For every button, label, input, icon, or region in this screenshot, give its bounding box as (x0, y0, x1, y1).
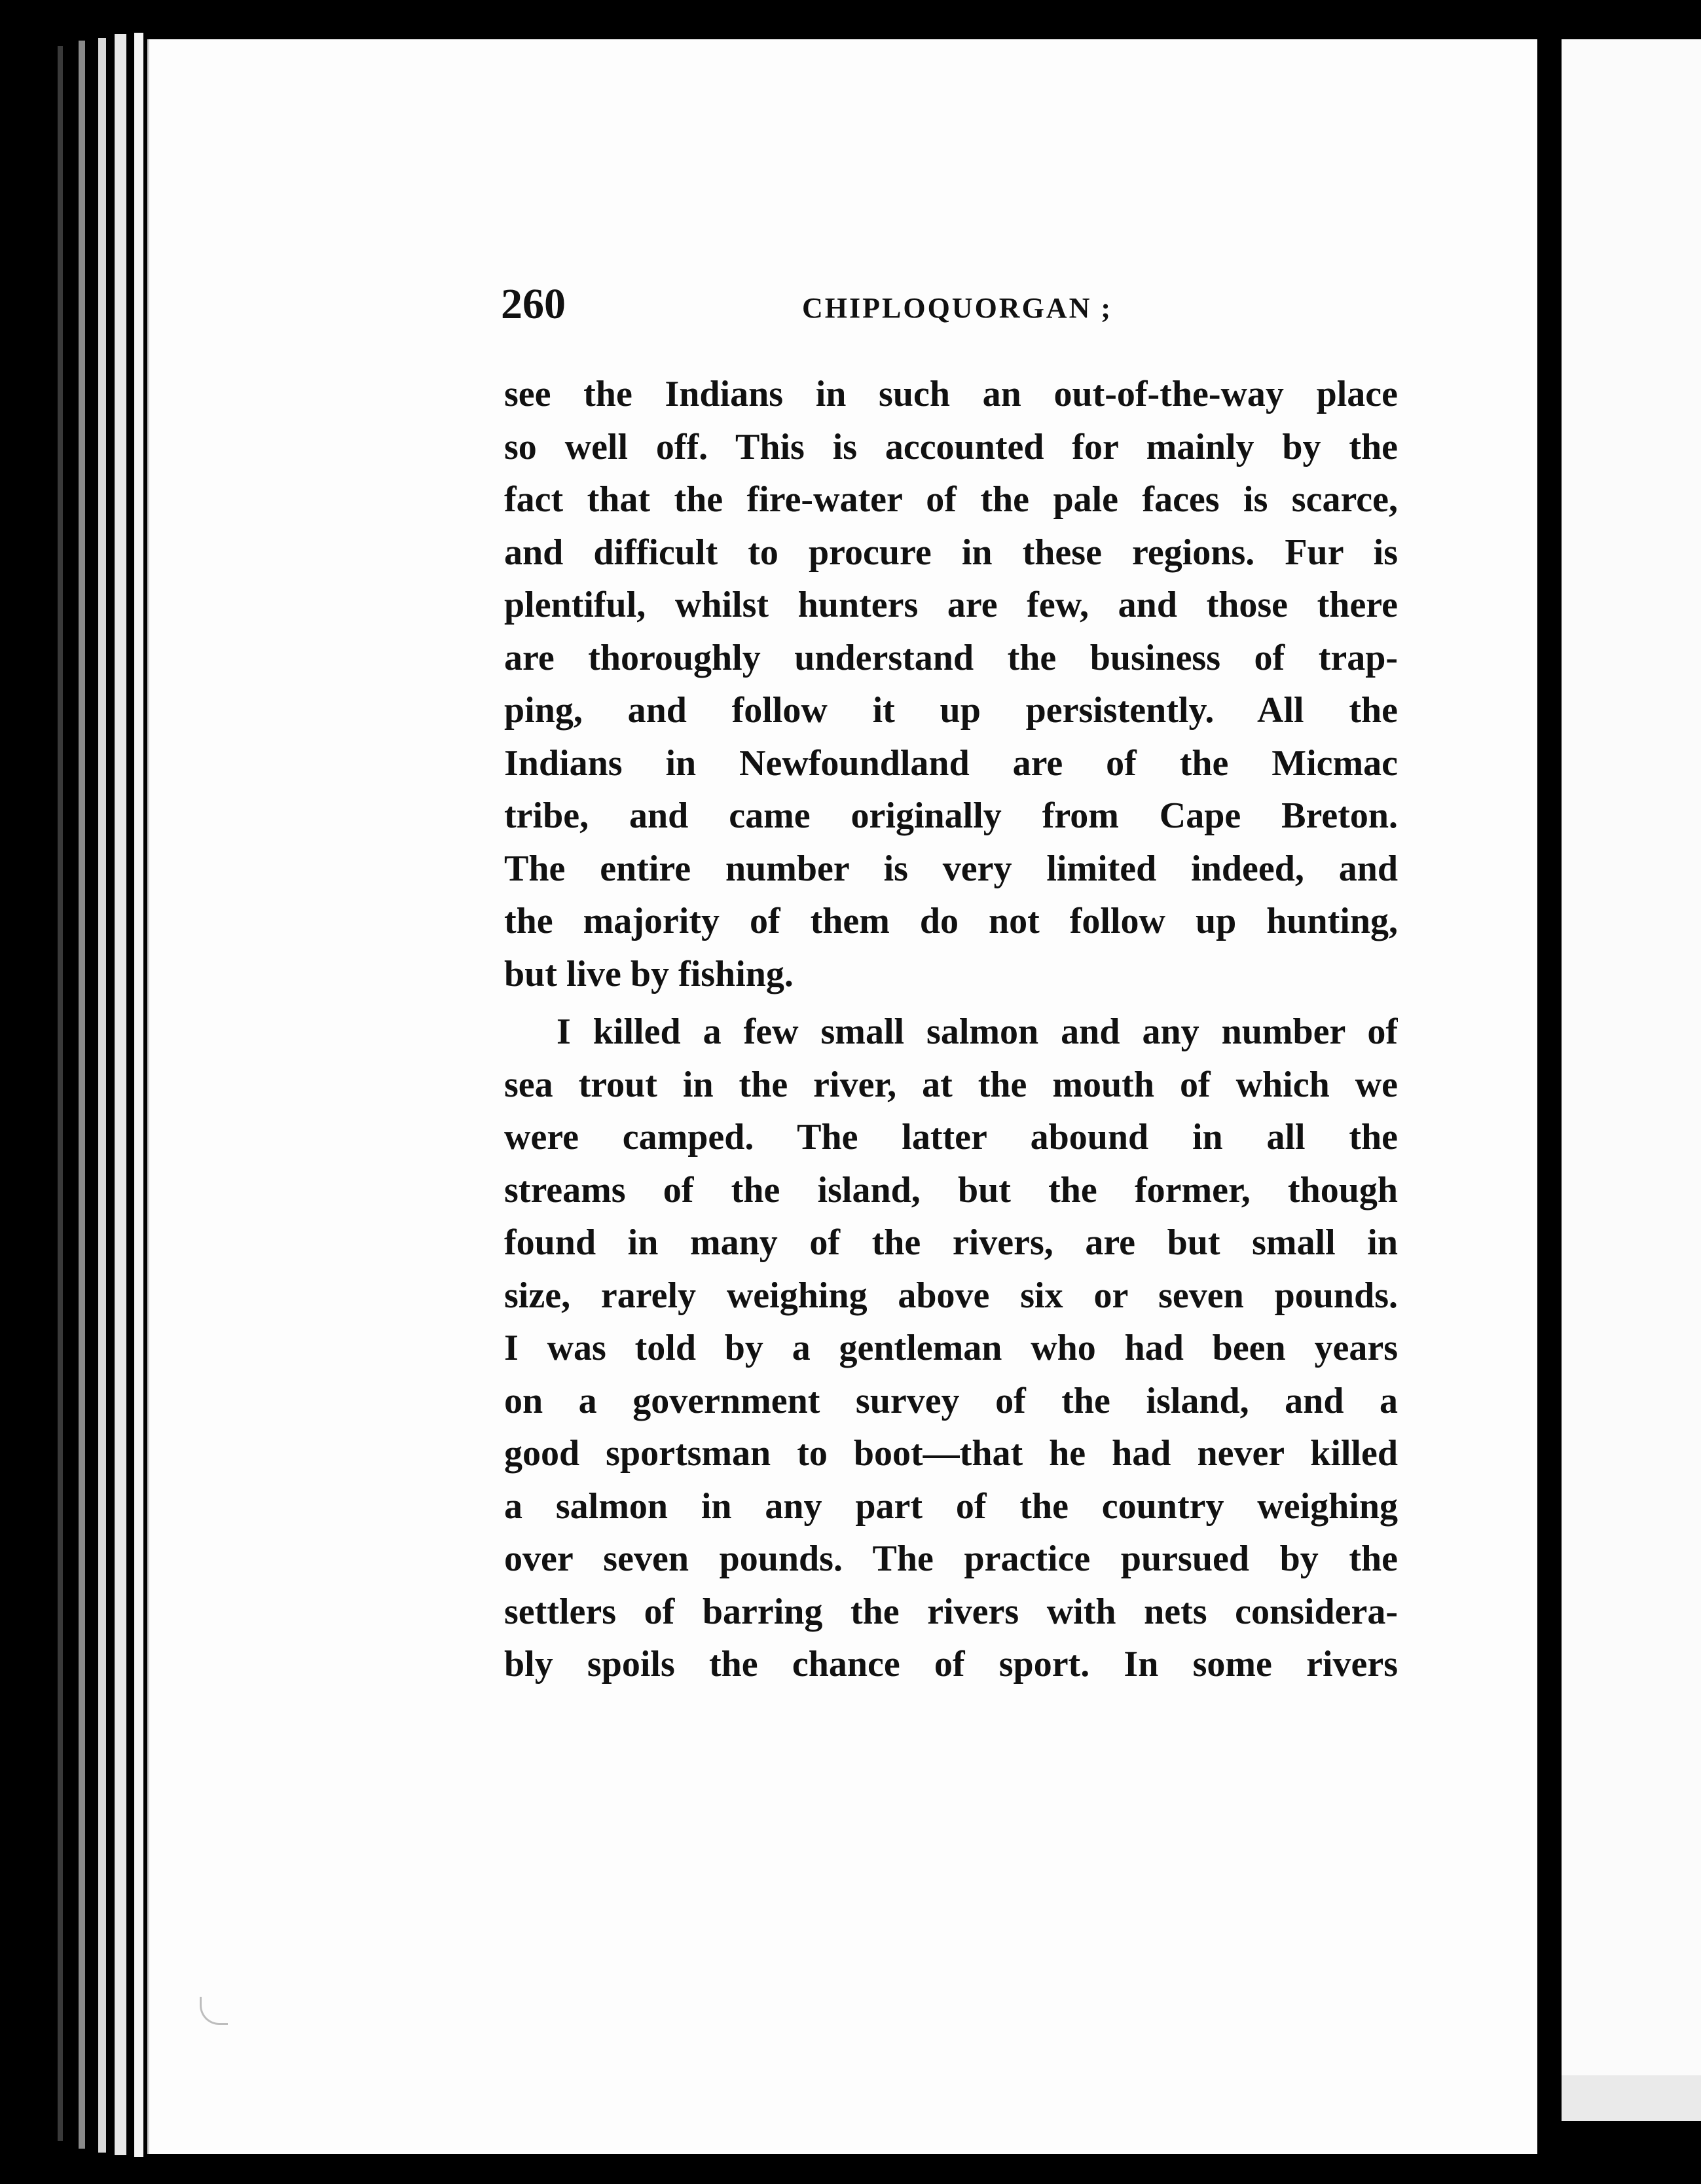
text-line: the majority of them do not follow up hunting, (504, 901, 1398, 941)
paragraph (504, 1006, 1398, 1691)
page-edge (79, 41, 85, 2149)
text-line: over seven pounds. The practice pursued by the (504, 1538, 1398, 1579)
facing-page-edge (1562, 39, 1701, 2121)
body-text (504, 368, 1398, 1691)
facing-page-bottom-edge (1562, 2075, 1701, 2121)
text-line: ping, and follow it up persistently. All the (504, 690, 1398, 731)
paragraph (504, 368, 1398, 1000)
text-line: bly spoils the chance of sport. In some rivers (504, 1644, 1398, 1684)
text-line: good sportsman to boot—that he had never killed (504, 1433, 1398, 1474)
running-head (501, 275, 1418, 334)
text-line: plentiful, whilst hunters are few, and those there (504, 585, 1398, 625)
text-line: fact that the fire-water of the pale faces is scarce, (504, 479, 1398, 520)
text-line: streams of the island, but the former, though (504, 1169, 1398, 1210)
text-line: The entire number is very limited indeed, and (504, 848, 1398, 889)
text-line: settlers of barring the rivers with nets considera- (504, 1591, 1398, 1632)
text-line: sea trout in the river, at the mouth of which we (504, 1064, 1398, 1105)
text-line: I was told by a gentleman who had been years (504, 1328, 1398, 1368)
text-line: and difficult to procure in these regions. Fur is (504, 532, 1398, 573)
page-edge (98, 38, 106, 2153)
paragraph-gap (504, 1000, 1398, 1006)
text-line: found in many of the rivers, are but small in (504, 1222, 1398, 1263)
page-edge (115, 34, 126, 2155)
text-line: Indians in Newfoundland are of the Micmac (504, 742, 1398, 784)
text-line: so well off. This is accounted for mainly by the (504, 426, 1398, 467)
text-line: but live by fishing. (504, 953, 794, 994)
text-line: on a government survey of the island, and a (504, 1380, 1398, 1421)
text-line: I killed a few small salmon and any number of (557, 1011, 1398, 1052)
running-title: CHIPLOQUORGAN ; (802, 292, 1112, 324)
text-line: a salmon in any part of the country weighing (504, 1485, 1398, 1527)
page-edge (134, 33, 143, 2157)
text-line: are thoroughly understand the business of trap- (504, 637, 1398, 678)
page-edge (58, 46, 63, 2141)
text-line: see the Indians in such an out-of-the-way place (504, 374, 1398, 414)
text-line: size, rarely weighing above six or seven pounds. (504, 1275, 1398, 1316)
page-number: 260 (501, 280, 566, 328)
text-line: tribe, and came originally from Cape Breton. (504, 795, 1398, 836)
text-line: were camped. The latter abound in all the (504, 1117, 1398, 1157)
